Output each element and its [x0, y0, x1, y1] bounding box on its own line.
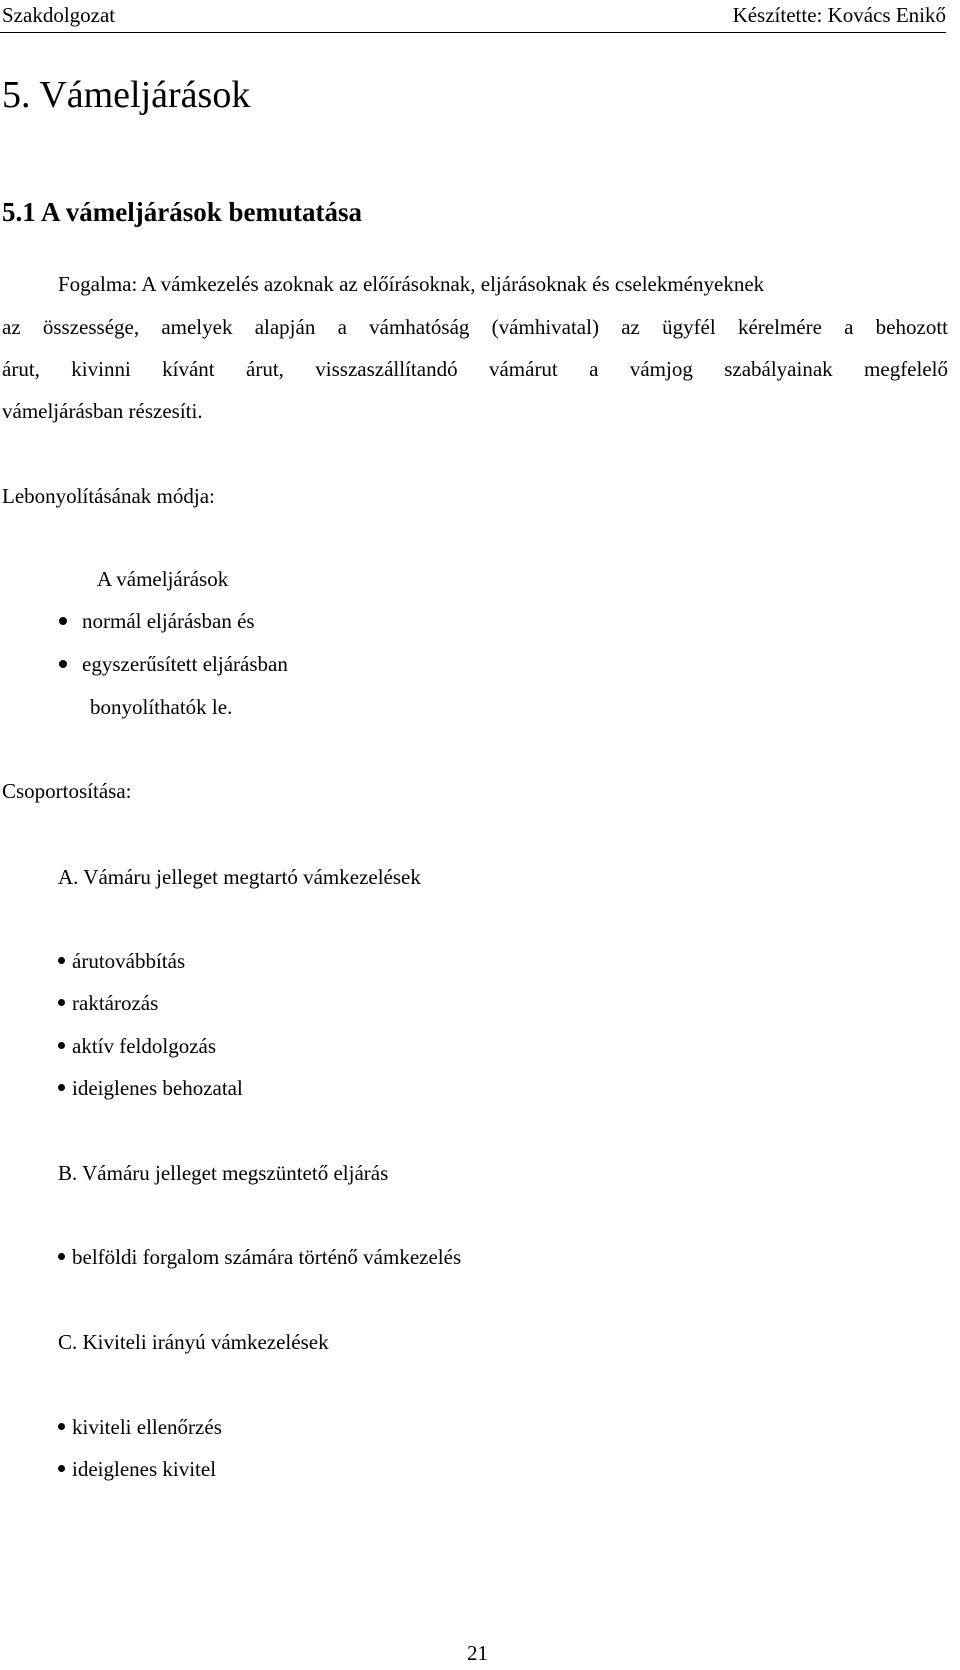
definition-line: Fogalma: A vámkezelés azoknak az előírásoknak, eljárásoknak és cselekményeknek — [58, 272, 765, 296]
list-item: ideiglenes behozatal — [72, 1076, 243, 1100]
bullet-icon — [58, 1253, 65, 1260]
list-item: kiviteli ellenőrzés — [72, 1415, 222, 1439]
list-item: aktív feldolgozás — [72, 1034, 217, 1058]
chapter-title: 5. Vámeljárások — [2, 74, 251, 116]
bullet-icon — [59, 617, 67, 625]
bullet-icon — [58, 999, 65, 1006]
group-title: B. Vámáru jelleget megszüntető eljárás — [58, 1161, 389, 1185]
grouping-heading: Csoportosítása: — [2, 779, 132, 803]
bullet-icon — [59, 660, 67, 668]
list-item: egyszerűsített eljárásban — [82, 652, 288, 676]
definition-line: az összessége, amelyek alapján a vámhatóság (vámhivatal) az ügyfél kérelmére a behozott — [2, 315, 948, 339]
section-title: 5.1 A vámeljárások bemutatása — [2, 197, 362, 227]
page-number: 21 — [467, 1641, 488, 1665]
definition-line: árut, kivinni kívánt árut, visszaszállítandó vámárut a vámjog szabályainak megfelelő — [2, 357, 948, 381]
list-item: normál eljárásban és — [82, 609, 255, 633]
bullet-icon — [58, 1084, 65, 1091]
execution-heading: Lebonyolításának módja: — [2, 484, 215, 508]
list-item: raktározás — [72, 991, 159, 1015]
header-left: Szakdolgozat — [2, 3, 116, 27]
group-title: C. Kiviteli irányú vámkezelések — [58, 1330, 329, 1354]
bullet-icon — [58, 957, 65, 964]
definition-line: vámeljárásban részesíti. — [2, 399, 203, 423]
list-item: belföldi forgalom számára történő vámkezelés — [72, 1245, 462, 1269]
execution-outro: bonyolíthatók le. — [90, 695, 233, 719]
bullet-icon — [58, 1423, 65, 1430]
list-item: ideiglenes kivitel — [72, 1457, 217, 1481]
bullet-icon — [58, 1042, 65, 1049]
execution-intro: A vámeljárások — [97, 567, 229, 591]
list-item: árutovábbítás — [72, 949, 186, 973]
header-divider — [0, 32, 946, 33]
header-right: Készítette: Kovács Enikő — [732, 3, 946, 27]
bullet-icon — [58, 1465, 65, 1472]
group-title: A. Vámáru jelleget megtartó vámkezelések — [58, 865, 421, 889]
